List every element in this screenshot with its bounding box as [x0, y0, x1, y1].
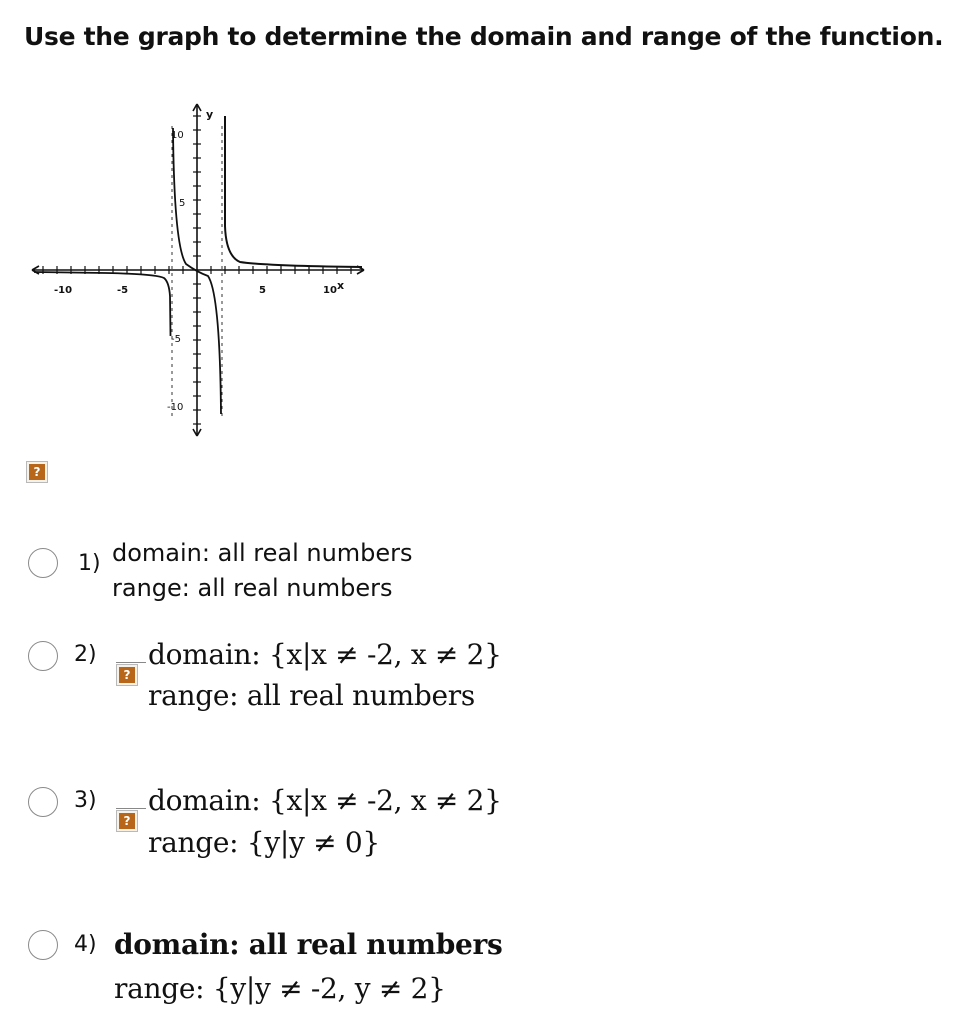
x-tick-label: 5 [259, 285, 266, 296]
option-3-number: 3) [74, 788, 97, 813]
y-tick-label: 10 [171, 130, 184, 141]
y-tick-label: -10 [167, 402, 184, 413]
curve-left-branch [34, 272, 171, 336]
x-axis-label: x [337, 279, 345, 292]
option-4-number: 4) [74, 932, 97, 957]
broken-image-icon: ? [116, 810, 138, 832]
option-2-domain: domain: {x|x ≠ -2, x ≠ 2} [148, 638, 502, 671]
image-placeholder-line [116, 808, 146, 809]
option-1-number: 1) [78, 551, 101, 576]
x-tick-label: 10 [323, 285, 337, 296]
question-text: Use the graph to determine the domain and range of the function. [24, 22, 944, 51]
option-2-number: 2) [74, 642, 97, 667]
curve-right-branch [225, 116, 362, 267]
option-1-range: range: all real numbers [112, 574, 393, 602]
y-axis-label: y [206, 108, 214, 121]
option-2-range: range: all real numbers [148, 679, 475, 712]
x-tick-label: -5 [117, 285, 129, 296]
option-2-radio[interactable] [28, 641, 58, 671]
broken-image-icon: ? [26, 461, 48, 483]
x-tick-label: -10 [54, 285, 73, 296]
option-4-radio[interactable] [28, 930, 58, 960]
option-4-range: range: {y|y ≠ -2, y ≠ 2} [114, 972, 446, 1005]
broken-image-icon: ? [116, 664, 138, 686]
option-3-range: range: {y|y ≠ 0} [148, 826, 380, 859]
option-3-radio[interactable] [28, 787, 58, 817]
image-placeholder-line [116, 662, 146, 663]
option-1-domain: domain: all real numbers [112, 539, 413, 567]
function-graph [26, 96, 370, 442]
y-tick-label: 5 [179, 198, 186, 209]
option-4-domain: domain: all real numbers [114, 928, 503, 961]
option-1-radio[interactable] [28, 548, 58, 578]
y-tick-label: -5 [171, 334, 181, 345]
option-3-domain: domain: {x|x ≠ -2, x ≠ 2} [148, 784, 502, 817]
